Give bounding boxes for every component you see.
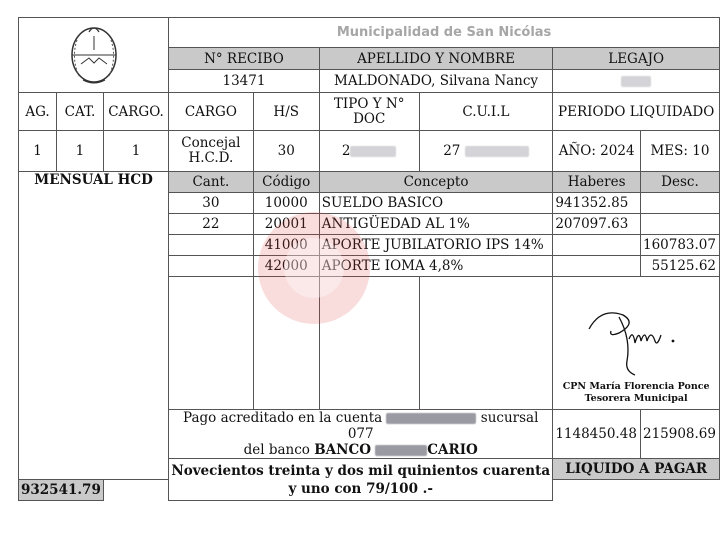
payslip-table [18,17,720,501]
item-cant: 22 [169,214,254,235]
item-cant [169,256,254,277]
item-haberes [553,235,641,256]
cat-header: CAT. [57,93,104,131]
liquido-label: LIQUIDO A PAGAR [553,459,720,480]
doc-value [319,131,419,172]
item-haberes [553,256,641,277]
item-codigo: 20001 [253,214,319,235]
item-cant: 30 [169,193,254,214]
legajo-label: LEGAJO [553,47,720,70]
item-concepto: APORTE JUBILATORIO IPS 14% [319,235,553,256]
item-haberes: 207097.63 [553,214,641,235]
bank-name-start: BANCO [314,442,371,458]
cargo-value: Concejal H.C.D. [169,131,254,172]
cuil-partial: 27 [443,143,461,159]
signer-role: Tesorera Municipal [584,393,688,404]
cuil-header: C.U.I.L [419,93,553,131]
item-concepto: SUELDO BASICO [319,193,553,214]
nombre-value: MALDONADO, Silvana Nancy [319,70,553,93]
bank-name-end: CARIO [427,442,478,458]
hs-value: 30 [253,131,319,172]
payment-info [169,410,553,459]
signature-cell [553,277,720,410]
cuil-value [419,131,553,172]
mes-value: MES: 10 [640,131,719,172]
total-desc: 215908.69 [640,410,719,459]
redacted-block [465,146,529,157]
blank-cell [419,277,553,410]
municipality-title: Municipalidad de San Nicólas [169,18,720,48]
redacted-block [621,76,651,87]
haberes-header: Haberes [553,172,641,193]
signature-icon [561,299,711,377]
redacted-block [350,146,396,157]
item-codigo: 41000 [253,235,319,256]
payment-line1-prefix: Pago acreditado en la cuenta [183,410,383,426]
ag-value: 1 [19,131,57,172]
redacted-block [375,445,427,456]
blank-cell [253,277,319,410]
cant-header: Cant. [169,172,254,193]
item-cant [169,235,254,256]
cargo-header: CARGO [169,93,254,131]
item-codigo: 10000 [253,193,319,214]
cat-value: 1 [57,131,104,172]
coat-of-arms-icon [63,18,125,88]
anio-value: AÑO: 2024 [553,131,641,172]
concepto-header: Concepto [319,172,553,193]
item-desc [640,214,719,235]
item-desc [640,193,719,214]
hs-header: H/S [253,93,319,131]
cargo-code-header: CARGO. [103,93,168,131]
blank-cell [319,277,419,410]
payment-line2-prefix: del banco [243,442,310,458]
codigo-header: Código [253,172,319,193]
nombre-label: APELLIDO Y NOMBRE [319,47,553,70]
tipo-doc-header: TIPO Y N° DOC [319,93,419,131]
signer-name: CPN María Florencia Ponce [562,381,710,392]
item-concepto: ANTIGÜEDAD AL 1% [319,214,553,235]
redacted-block [386,413,476,424]
recibo-label: N° RECIBO [169,47,320,70]
section-label: MENSUAL HCD [19,172,169,480]
cargo-code-value: 1 [103,131,168,172]
legajo-value-redacted [553,70,720,93]
periodo-header: PERIODO LIQUIDADO [553,93,720,131]
item-codigo: 42000 [253,256,319,277]
recibo-value: 13471 [169,70,320,93]
blank-cell [169,277,254,410]
doc-partial: 2 [341,143,351,159]
desc-header: Desc. [640,172,719,193]
coat-of-arms-cell [19,18,169,93]
item-desc: 55125.62 [640,256,719,277]
ag-header: AG. [19,93,57,131]
total-haberes: 1148450.48 [553,410,641,459]
item-haberes: 941352.85 [553,193,641,214]
item-concepto: APORTE IOMA 4,8% [319,256,553,277]
amount-in-words: Novecientos treinta y dos mil quinientos cuarenta y uno con 79/100 .- [169,459,553,501]
item-desc: 160783.07 [640,235,719,256]
liquido-value: 932541.79 [19,480,104,501]
payment-line1-suffix: sucursal 077 [347,410,539,442]
